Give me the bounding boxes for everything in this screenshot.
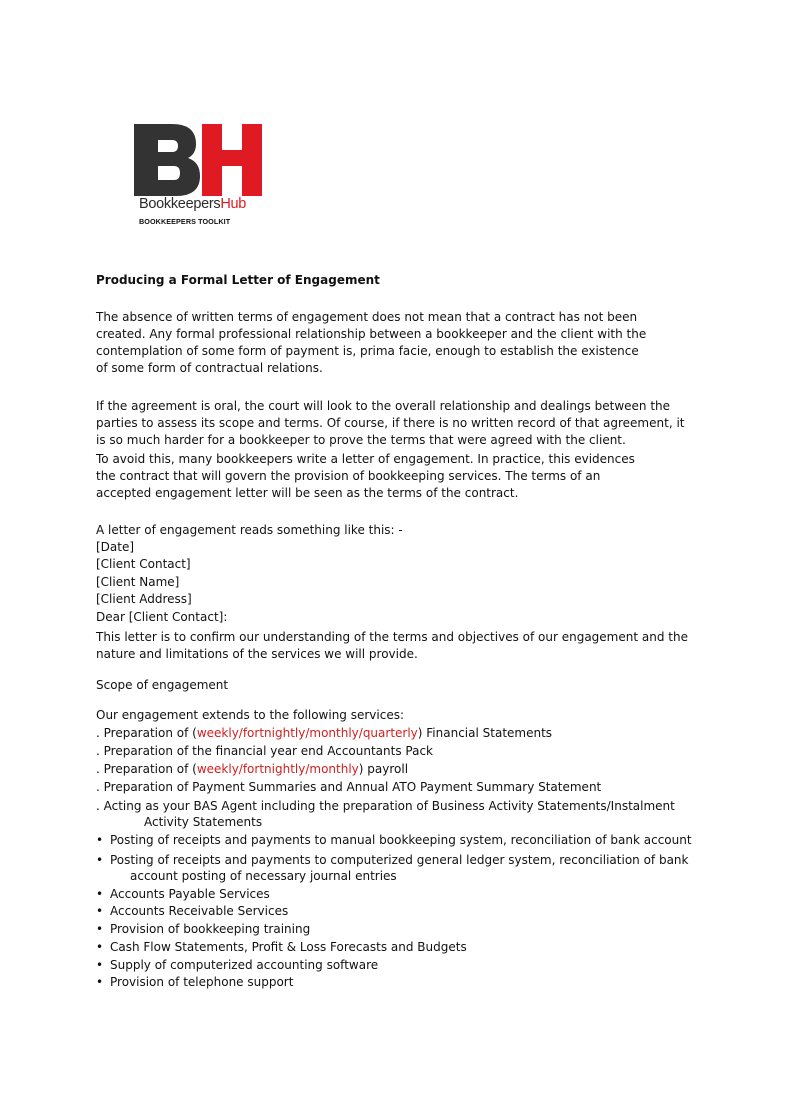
- payroll-frequency-options: weekly/fortnightly/monthly: [196, 762, 359, 776]
- para1-line2: created. Any formal professional relationship between a bookkeeper and the client with the: [96, 327, 647, 341]
- frequency-options: weekly/fortnightly/monthly/quarterly: [196, 726, 418, 740]
- bullet-icon: •: [96, 833, 104, 847]
- service-payroll: . Preparation of (weekly/fortnightly/monthly) payroll: [96, 762, 409, 776]
- bullet-icon: •: [96, 958, 104, 972]
- service-accountants-pack: . Preparation of the financial year end Accountants Pack: [96, 744, 433, 758]
- bullet-text: Accounts Receivable Services: [110, 904, 289, 918]
- bullet-text: Posting of receipts and payments to manual bookkeeping system, reconciliation of bank account: [110, 833, 692, 847]
- bullet-text: Provision of telephone support: [110, 975, 294, 989]
- bullet-text: Posting of receipts and payments to computerized general ledger system, reconciliation of bank: [110, 853, 689, 867]
- bullet-text: Accounts Payable Services: [110, 887, 270, 901]
- bullet-item: [96, 921, 310, 938]
- bullet-item: [96, 852, 688, 869]
- letter-body-line2: nature and limitations of the services we will provide.: [96, 647, 418, 661]
- letter-client-address: [Client Address]: [96, 592, 192, 606]
- para2-line2: parties to assess its scope and terms. Of course, if there is no written record of that agreement, it: [96, 416, 685, 430]
- bullet-item: [96, 832, 692, 849]
- letter-intro: A letter of engagement reads something like this: -: [96, 523, 403, 537]
- para2-line3: is so much harder for a bookkeeper to prove the terms that were agreed with the client.: [96, 433, 626, 447]
- service-financial-statements: . Preparation of (weekly/fortnightly/monthly/quarterly) Financial Statements: [96, 726, 553, 740]
- bullet-text: Cash Flow Statements, Profit & Loss Forecasts and Budgets: [110, 940, 467, 954]
- logo-letter-b: [134, 124, 200, 196]
- logo-letter-h: [202, 124, 262, 196]
- bullet-icon: •: [96, 940, 104, 954]
- bullet-item: [96, 886, 270, 903]
- letter-client-name: [Client Name]: [96, 575, 180, 589]
- bullet-text: Provision of bookkeeping training: [110, 922, 311, 936]
- bullet-text-cont: account posting of necessary journal entries: [130, 869, 397, 883]
- bullet-item: [96, 957, 378, 974]
- para3-line2: the contract that will govern the provision of bookkeeping services. The terms of an: [96, 469, 601, 483]
- letter-date: [Date]: [96, 540, 135, 554]
- letter-salutation: Dear [Client Contact]:: [96, 610, 228, 624]
- scope-heading: Scope of engagement: [96, 678, 229, 692]
- bullet-text: Supply of computerized accounting software: [110, 958, 379, 972]
- letter-client-contact: [Client Contact]: [96, 557, 191, 571]
- logo-subtitle: BookkeepersHub: [139, 196, 247, 212]
- bullet-item: [96, 974, 293, 991]
- bh-logo-mark: [118, 100, 268, 196]
- service-bas-agent: . Acting as your BAS Agent including the preparation of Business Activity Statements/Instalment: [96, 799, 675, 813]
- bullet-icon: •: [96, 975, 104, 989]
- para3-line3: accepted engagement letter will be seen as the terms of the contract.: [96, 486, 519, 500]
- letter-body-line1: This letter is to confirm our understanding of the terms and objectives of our engagement and the: [96, 630, 688, 644]
- services-intro: Our engagement extends to the following services:: [96, 708, 405, 722]
- bullet-item: [96, 903, 288, 920]
- logo-toolkit-label: BOOKKEEPERS TOOLKIT: [139, 217, 231, 226]
- service-bas-agent-cont: Activity Statements: [144, 815, 263, 829]
- page-title: Producing a Formal Letter of Engagement: [96, 273, 380, 287]
- bullet-icon: •: [96, 887, 104, 901]
- bullet-icon: •: [96, 853, 104, 867]
- bookkeepers-hub-logo: [118, 100, 308, 250]
- para1-line3: contemplation of some form of payment is, prima facie, enough to establish the existence: [96, 344, 639, 358]
- bullet-icon: •: [96, 904, 104, 918]
- bullet-icon: •: [96, 922, 104, 936]
- service-payment-summaries: . Preparation of Payment Summaries and Annual ATO Payment Summary Statement: [96, 780, 602, 794]
- para1-line1: The absence of written terms of engagement does not mean that a contract has not been: [96, 310, 638, 324]
- bullet-item: [96, 939, 467, 956]
- para1-line4: of some form of contractual relations.: [96, 361, 323, 375]
- para3-line1: To avoid this, many bookkeepers write a letter of engagement. In practice, this evidences: [96, 452, 635, 466]
- para2-line1: If the agreement is oral, the court will look to the overall relationship and dealings between the: [96, 399, 671, 413]
